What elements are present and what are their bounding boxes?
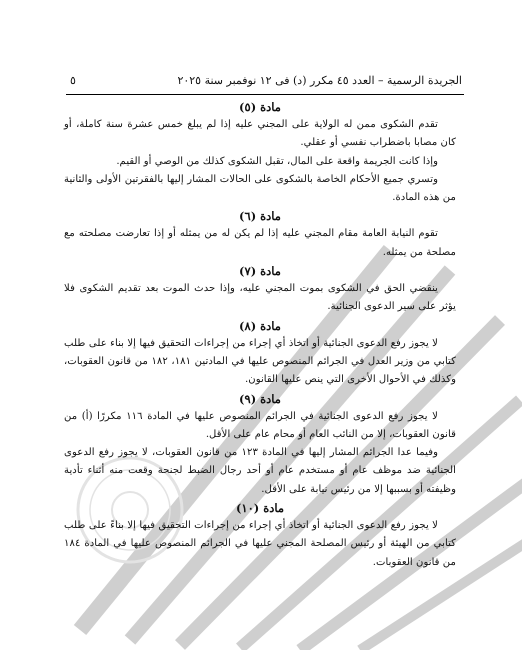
article-paragraph: وفيما عدا الجرائم المشار إليها في المادة ١٢٣ من قانون العقوبات، لا يجوز رفع الدعوى الجنائية ضد موظف عام أو مستخدم عام أو أحد رجال الضبط لجنحة وقعت منه أثناء تأدية وظيفته أو بسببها إلا من رئيس نيابة على الأقل. [64,447,456,495]
article-title: مادة (٦) [239,209,281,224]
article-title: مادة (١٠) [235,501,285,516]
article-paragraph: ينقضي الحق في الشكوى بموت المجني عليه، وإذا حدث الموت بعد تقديم الشكوى فلا يؤثر على سير الدعوى الجنائية. [64,283,456,313]
article-paragraph: لا يجوز رفع الدعوى الجنائية أو اتخاذ أي إجراء من إجراءات التحقيق فيها إلا بناءً على طلب كتابي من الهيئة أو رئيس المصلحة المجني عليها في الجرائم المنصوص عليها في المادة ١٨٤ من قانون العقوبات. [64,520,456,568]
article-title: مادة (٧) [239,264,281,279]
article-paragraph: وإذا كانت الجريمة واقعة على المال، تقبل الشكوى كذلك من الوصي أو القيم. [116,155,438,167]
article-paragraph: تقدم الشكوى ممن له الولاية على المجني عليه إذا لم يبلغ خمس عشرة سنة كاملة، أو كان مصابا باضطراب نفسي أو عقلي. [64,119,456,149]
article-title: مادة (٥) [239,100,281,114]
article-paragraph: تقوم النيابة العامة مقام المجني عليه إذا لم يكن له من يمثله أو إذا تعارضت مصلحته مع مصلحة من يمثله. [64,228,456,258]
article-paragraph: لا يجوز رفع الدعوى الجنائية في الجرائم المنصوص عليها في المادة ١١٦ مكررًا (أ) من قانون العقوبات، إلا من النائب العام أو محام عام على الأقل. [64,410,456,440]
article-title: مادة (٩) [239,391,281,406]
article-title: مادة (٨) [239,318,281,333]
document-body [64,98,456,572]
article-paragraph: لا يجوز رفع الدعوى الجنائية أو اتخاذ أي إجراء من إجراءات التحقيق فيها إلا بناء على طلب كتابي من وزير العدل في الجرائم المنصوص عليها في المادتين ١٨١، ١٨٢ من قانون العقوبات، وكذلك في الأحوال الأخرى التي ينص عليها القانون. [64,337,456,386]
header-title: الجريدة الرسمية – العدد ٤٥ مكرر (د) فى ١٢ نوفمبر سنة ٢٠٢٥ [177,73,462,87]
page-number: ٥ [70,73,76,87]
article-paragraph: وتسري جميع الأحكام الخاصة بالشكوى على الحالات المشار إليها بالفقرتين الأولى والثانية من هذه المادة. [64,173,456,204]
header-divider [66,94,464,95]
page-header [70,70,462,90]
